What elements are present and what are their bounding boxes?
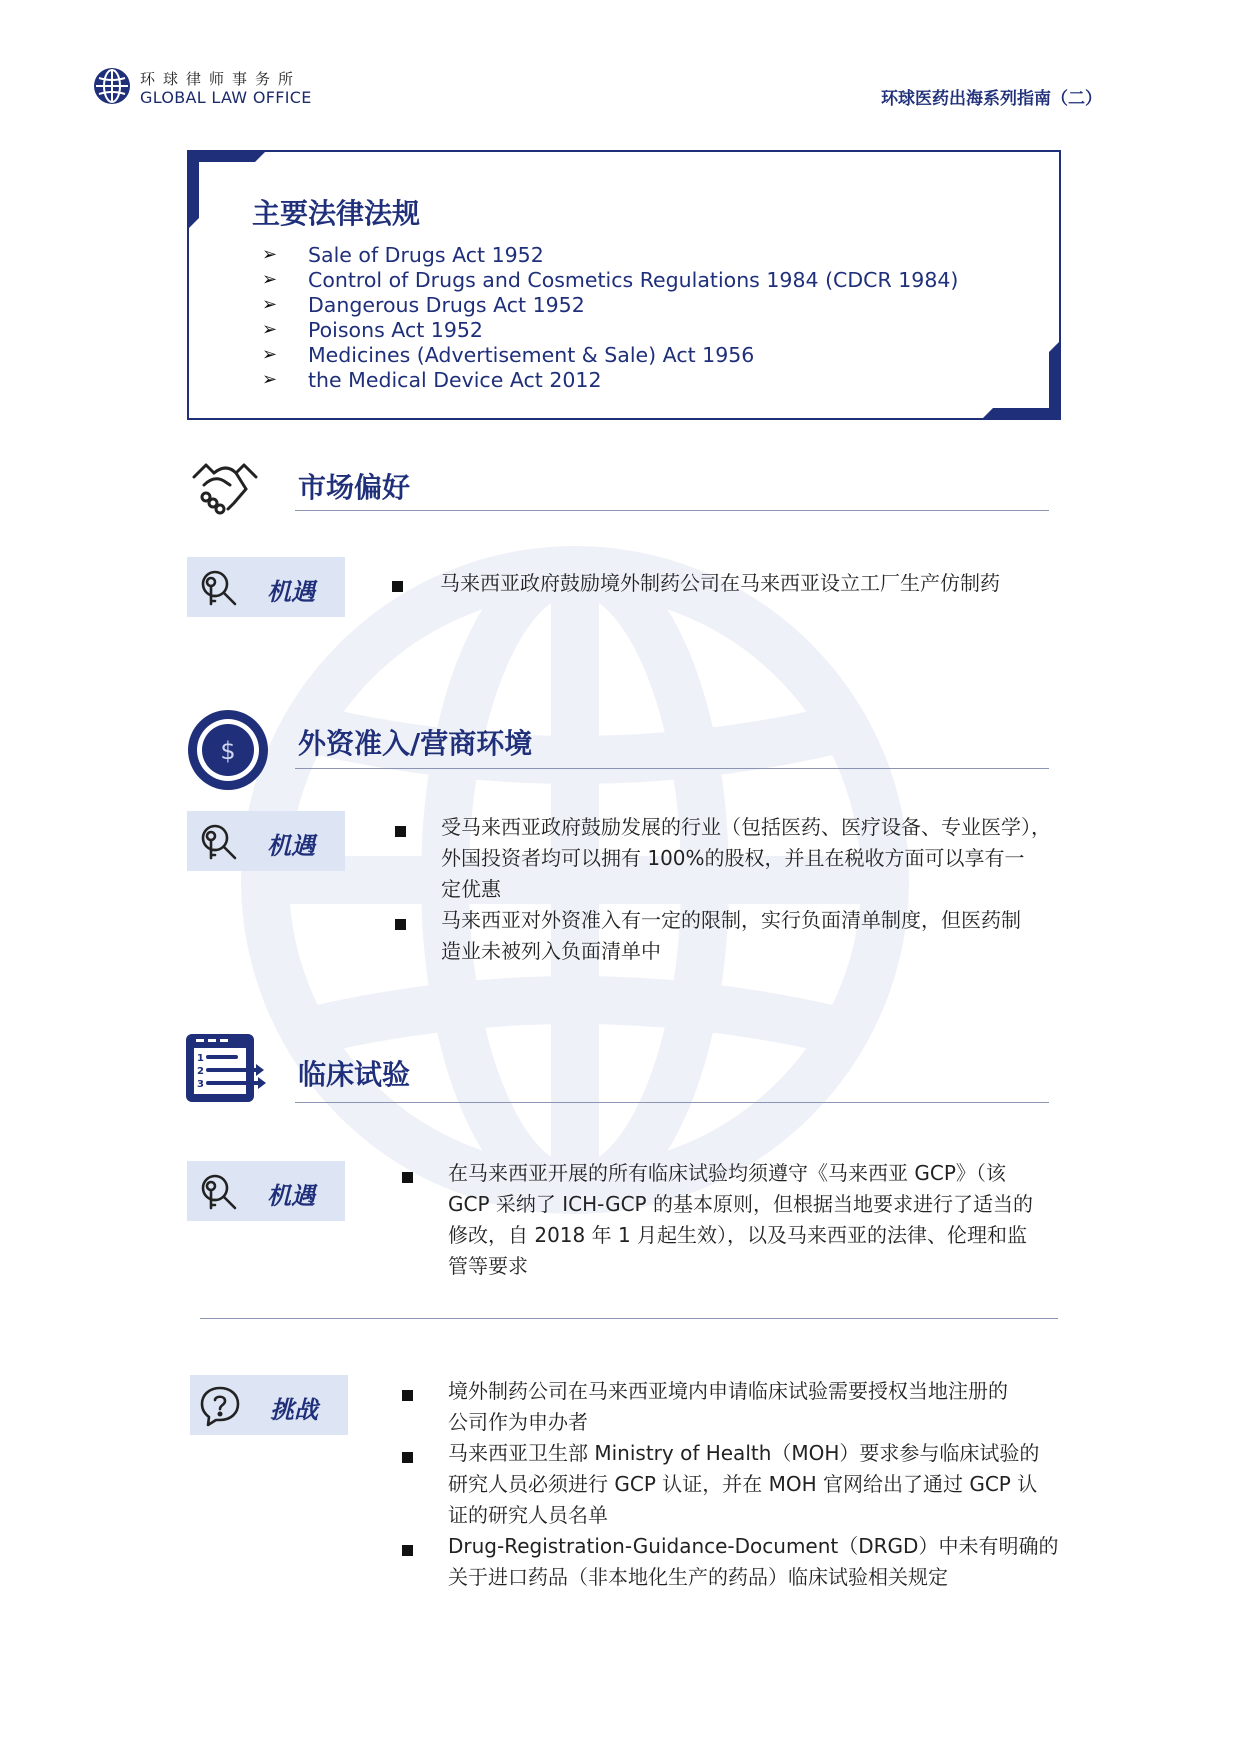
key-search-icon — [193, 564, 241, 612]
handshake-icon — [190, 455, 260, 520]
square-bullet-icon — [402, 1448, 413, 1467]
question-bubble-icon — [196, 1382, 244, 1430]
law-item — [262, 367, 958, 392]
law-item — [262, 342, 958, 367]
law-item-text: Sale of Drugs Act 1952 — [308, 242, 544, 267]
svg-text:3: 3 — [197, 1079, 204, 1090]
svg-text:$: $ — [220, 737, 236, 765]
square-bullet-icon — [402, 1541, 413, 1560]
tag-opportunity — [187, 1161, 345, 1221]
laws-title: 主要法律法规 — [252, 197, 421, 230]
section-title-clinical: 临床试验 — [298, 1058, 411, 1091]
law-item-text: Dangerous Drugs Act 1952 — [308, 292, 585, 317]
numbered-list-icon — [186, 1034, 266, 1104]
tag-challenge — [190, 1375, 348, 1435]
dollar-coin-icon — [186, 708, 270, 792]
section-title-investment: 外资准入/营商环境 — [298, 727, 533, 760]
series-title: 环球医药出海系列指南（二） — [881, 89, 1102, 109]
bullet-text: 马来西亚卫生部 Ministry of Health（MOH）要求参与临床试验的 研究人员必须进行 GCP 认证，并在 MOH 官网给出了通过 GCP 认 证的研究人员名单 — [448, 1441, 1040, 1527]
tag-opportunity — [187, 811, 345, 871]
tag-label: 挑战 — [270, 1396, 318, 1424]
section-divider — [295, 510, 1049, 511]
arrow-bullet-icon: ➢ — [262, 319, 278, 340]
tag-label: 机遇 — [267, 832, 315, 860]
svg-text:2: 2 — [197, 1066, 204, 1077]
key-search-icon — [193, 1168, 241, 1216]
arrow-bullet-icon: ➢ — [262, 244, 278, 265]
key-search-icon — [193, 818, 241, 866]
section-divider — [295, 1102, 1049, 1103]
law-item-text: Poisons Act 1952 — [308, 317, 483, 342]
firm-name-en: GLOBAL LAW OFFICE — [140, 88, 312, 107]
bullet-text: 马来西亚对外资准入有一定的限制，实行负面清单制度，但医药制 造业未被列入负面清单中 — [441, 908, 1021, 963]
bullet-point — [392, 570, 403, 601]
arrow-bullet-icon: ➢ — [262, 269, 278, 290]
arrow-bullet-icon: ➢ — [262, 344, 278, 365]
firm-name-cn: 环球律师事务所 — [140, 70, 302, 88]
tag-opportunity — [187, 557, 345, 617]
law-item-text: Medicines (Advertisement & Sale) Act 1956 — [308, 342, 755, 367]
arrow-bullet-icon: ➢ — [262, 369, 278, 390]
square-bullet-icon — [395, 915, 406, 934]
laws-list — [262, 242, 958, 392]
square-bullet-icon — [402, 1386, 413, 1405]
tag-label: 机遇 — [267, 1182, 315, 1210]
firm-logo-icon — [92, 66, 132, 106]
law-item — [262, 292, 958, 317]
law-item-text: the Medical Device Act 2012 — [308, 367, 602, 392]
law-item — [262, 242, 958, 267]
bullet-text: Drug-Registration-Guidance-Document（DRGD）中未有明确的 关于进口药品（非本地化生产的药品）临床试验相关规定 — [448, 1534, 1059, 1589]
section-divider — [295, 768, 1049, 769]
corner-decoration-bottom-right — [981, 340, 1061, 420]
section-divider — [200, 1318, 1058, 1319]
law-item-text: Control of Drugs and Cosmetics Regulations 1984 (CDCR 1984) — [308, 267, 959, 292]
arrow-bullet-icon: ➢ — [262, 294, 278, 315]
square-bullet-icon — [395, 822, 406, 841]
svg-text:1: 1 — [197, 1053, 204, 1064]
bullet-text: 境外制药公司在马来西亚境内申请临床试验需要授权当地注册的 公司作为申办者 — [448, 1379, 1008, 1434]
bullet-text: 马来西亚政府鼓励境外制药公司在马来西亚设立工厂生产仿制药 — [440, 571, 1000, 595]
bullet-text: 受马来西亚政府鼓励发展的行业（包括医药、医疗设备、专业医学）， 外国投资者均可以拥有 100%的股权，并且在税收方面可以享有一 定优惠 — [441, 815, 1051, 901]
section-title-market: 市场偏好 — [298, 471, 411, 504]
law-item — [262, 267, 958, 292]
tag-label: 机遇 — [267, 578, 315, 606]
square-bullet-icon — [402, 1168, 413, 1187]
square-bullet-icon — [392, 581, 403, 592]
bullet-text: 在马来西亚开展的所有临床试验均须遵守《马来西亚 GCP》（该 GCP 采纳了 ICH-GCP 的基本原则，但根据当地要求进行了适当的 修改，自 2018 年 1 月起生效），以及马来西亚的法律、伦理和监 管等要求 — [448, 1161, 1033, 1278]
law-item — [262, 317, 958, 342]
